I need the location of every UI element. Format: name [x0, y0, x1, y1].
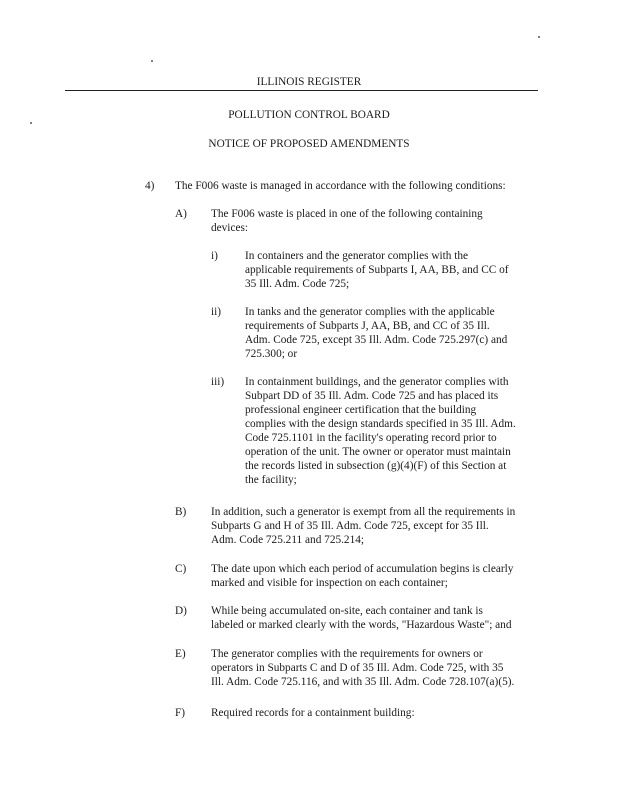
- subsection-a-iii-label: iii): [211, 376, 225, 388]
- text-line: 35 Ill. Adm. Code 725;: [245, 278, 350, 290]
- scan-speck: [538, 36, 540, 38]
- text-line: marked and visible for inspection on each container;: [211, 577, 448, 589]
- text-line: operation of the unit. The owner or operator must maintain: [245, 446, 511, 458]
- text-line: 725.300; or: [245, 348, 298, 360]
- text-line: In addition, such a generator is exempt from all the requirements in: [211, 506, 516, 518]
- header-rule: [65, 90, 538, 91]
- scan-speck: [30, 122, 32, 124]
- text-line: The date upon which each period of accumulation begins is clearly: [211, 563, 514, 575]
- text-line: operators in Subparts C and D of 35 Ill. Adm. Code 725, with 35: [211, 662, 504, 674]
- text-line: the facility;: [245, 474, 297, 486]
- text-line: In tanks and the generator complies with the applicable: [245, 306, 495, 318]
- text-line: requirements of Subparts J, AA, BB, and CC of 35 Ill.: [245, 320, 490, 332]
- text-line: Adm. Code 725.211 and 725.214;: [211, 534, 365, 546]
- board-title: POLLUTION CONTROL BOARD: [228, 109, 390, 121]
- item-4-text: The F006 waste is managed in accordance with the following conditions:: [175, 180, 506, 192]
- text-line: professional engineer certification that the building: [245, 404, 477, 416]
- text-line: Subparts G and H of 35 Ill. Adm. Code 725, except for 35 Ill.: [211, 520, 489, 532]
- text-line: Required records for a containment building:: [211, 707, 415, 719]
- text-line: The generator complies with the requirements for owners or: [211, 648, 483, 660]
- subsection-a-ii-text: [245, 305, 507, 361]
- subsection-f-label: F): [175, 707, 186, 719]
- subsection-a-ii-label: ii): [211, 306, 222, 318]
- register-title: ILLINOIS REGISTER: [256, 76, 362, 88]
- text-line: Ill. Adm. Code 725.116, and with 35 Ill. Adm. Code 728.107(a)(5).: [211, 676, 515, 688]
- text-line: the records listed in subsection (g)(4)(F) of this Section at: [245, 460, 507, 472]
- text-line: Code 725.1101 in the facility's operating record prior to: [245, 432, 497, 444]
- subsection-a-i-text: [245, 249, 509, 291]
- text-line: Subpart DD of 35 Ill. Adm. Code 725 and has placed its: [245, 390, 499, 402]
- subsection-d-label: D): [175, 605, 187, 617]
- text-line: While being accumulated on-site, each container and tank is: [211, 605, 483, 617]
- text-line: labeled or marked clearly with the words, "Hazardous Waste"; and: [211, 619, 512, 631]
- subsection-c-text: [211, 562, 513, 590]
- text-line: In containment buildings, and the generator complies with: [245, 376, 509, 388]
- subsection-a-i-label: i): [211, 250, 218, 262]
- subsection-b-label: B): [175, 506, 187, 518]
- subsection-a-iii-text: [245, 375, 516, 487]
- scan-speck: [151, 60, 153, 62]
- subsection-b-text: [211, 505, 515, 547]
- subsection-a-label: A): [175, 208, 187, 220]
- text-line: devices:: [211, 222, 249, 234]
- text-line: applicable requirements of Subparts I, AA, BB, and CC of: [245, 264, 509, 276]
- text-line: complies with the design standards specified in 35 Ill. Adm.: [245, 418, 516, 430]
- text-line: In containers and the generator complies with the: [245, 250, 469, 262]
- text-line: The F006 waste is placed in one of the following containing: [211, 208, 483, 220]
- subsection-a-text: [211, 207, 483, 235]
- item-4-number: 4): [145, 180, 155, 192]
- subsection-e-text: [211, 647, 514, 689]
- subsection-c-label: C): [175, 563, 187, 575]
- subsection-e-label: E): [175, 648, 186, 660]
- notice-title: NOTICE OF PROPOSED AMENDMENTS: [208, 138, 410, 150]
- text-line: Adm. Code 725, except 35 Ill. Adm. Code 725.297(c) and: [245, 334, 508, 346]
- subsection-d-text: [211, 604, 511, 632]
- subsection-f-text: [211, 706, 415, 720]
